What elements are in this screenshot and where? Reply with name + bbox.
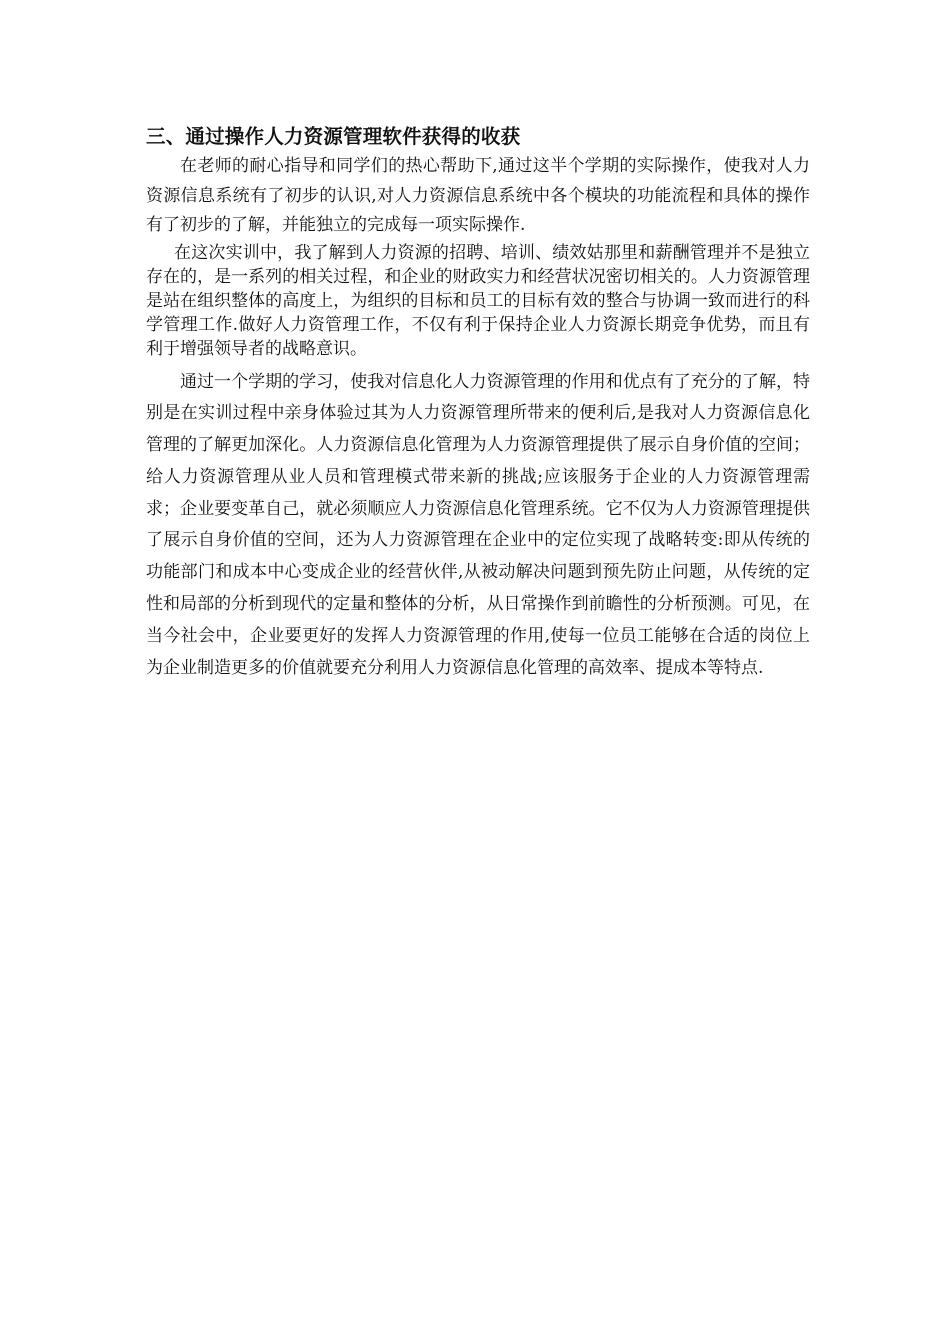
paragraph-3: 通过一个学期的学习，使我对信息化人力资源管理的作用和优点有了充分的了解，特别是在实训过程中亲身体验过其为人力资源管理所带来的便利后,是我对人力资源信息化管理的了解更加深化。人力资源信息化管理为人力资源管理提供了展示自身价值的空间；给人力资源管理从业人员和管理模式带来新的挑战;应该服务于企业的人力资源管理需求；企业要变革自己，就必须顺应人力资源信息化管理系统。它不仅为人力资源管理提供了展示自身价值的空间，还为人力资源管理在企业中的定位实现了战略转变:即从传统的功能部门和成本中心变成企业的经营伙伴,从被动解决问题到预先防止问题，从传统的定性和局部的分析到现代的定量和整体的分析，从日常操作到前瞻性的分析预测。可见，在当今社会中，企业要更好的发挥人力资源管理的作用,使每一位员工能够在合适的岗位上为企业制造更多的价值就要充分利用人力资源信息化管理的高效率、提成本等特点. <box>146 371 810 678</box>
section-heading: 三、通过操作人力资源管理软件获得的收获 <box>146 125 521 148</box>
document-body <box>146 122 810 684</box>
paragraph-2: 在这次实训中，我了解到人力资源的招聘、培训、绩效姑那里和薪酬管理并不是独立存在的，是一系列的相关过程，和企业的财政实力和经营状况密切相关的。人力资源管理是站在组织整体的高度上，为组织的目标和员工的目标有效的整合与协调一致而进行的科学管理工作.做好人力资管理工作，不仅有利于保持企业人力资源长期竞争优势，而且有利于增强领导者的战略意识。 <box>146 242 810 359</box>
paragraph-1: 在老师的耐心指导和同学们的热心帮助下,通过这半个学期的实际操作，使我对人力资源信息系统有了初步的认识,对人力资源信息系统中各个模块的功能流程和具体的操作有了初步的了解，并能独立的完成每一项实际操作. <box>146 156 810 235</box>
